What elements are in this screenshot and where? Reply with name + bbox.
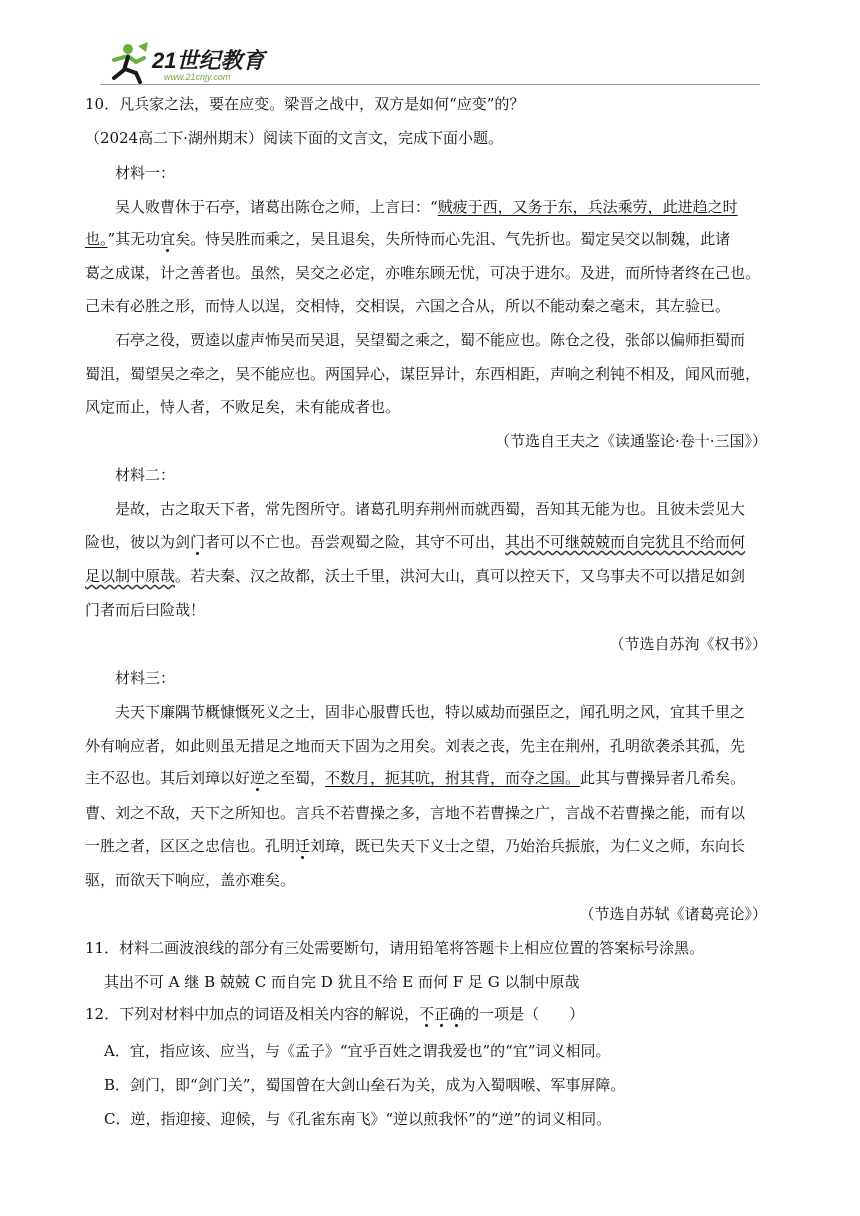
material-2-line: 门者而后曰险哉！ — [85, 601, 206, 619]
question-10: 10．凡兵家之法，要在应变。梁晋之战中，双方是如何“应变”的？ — [85, 95, 525, 113]
material-1-source: （节选自王夫之《读通鉴论·卷十·三国》） — [494, 432, 767, 450]
question-12: 12．下列对材料中加点的词语及相关内容的解说，不正确的一项是（ ） — [85, 1005, 585, 1023]
dotted-word-qian: 迁 — [295, 837, 311, 855]
material-1-line: 蜀沮，蜀望吴之牵之，吴不能应也。两国异心，谋臣异计，东西相距，声响之利钝不相及，闻风而驰， — [85, 365, 761, 383]
material-3-line: 曹、刘之不敌，天下之所知也。言兵不若曹操之多，言地不若曹操之广，言战不若曹操之能，而有以 — [85, 804, 746, 822]
site-logo — [104, 40, 280, 86]
wavy-sentence: 其出不可继兢兢而自完犹且不给而何 — [505, 533, 746, 551]
option-b: B．剑门，即“剑门关”，蜀国曾在大剑山垒石为关，成为入蜀咽喉、军事屏障。 — [104, 1076, 626, 1094]
underlined-sentence: 也。 — [85, 230, 108, 248]
material-1-line: 葛之成谋，计之善者也。虽然，吴交之必定，亦唯东顾无忧，可决于进尔。及进，而所恃者终在己也。 — [85, 264, 761, 282]
question-11-options: 其出不可 A 继 B 兢兢 C 而自完 D 犹且不给 E 而何 F 足 G 以制中原哉 — [104, 973, 580, 991]
logo-text: 21世纪教育 — [152, 48, 265, 73]
material-2-line: 险也，彼以为剑门者可以不亡也。吾尝观蜀之险，其守不可出，其出不可继兢兢而自完犹且不给而何 — [85, 533, 746, 551]
dotted-word-men: 门 — [190, 533, 206, 551]
material-3-line: 外有响应者，如此则虽无措足之地而天下固为之用矣。刘表之丧，先主在荆州，孔明欲袭杀其孤，先 — [85, 737, 746, 755]
material-2-line: 足以制中原哉。若夫秦、汉之故都，沃土千里，洪河大山，真可以控天下，又乌事夫不可以措足如剑 — [85, 567, 746, 585]
material-1-line: 吴人败曹休于石亭，诸葛出陈仓之师，上言曰：“贼疲于西，又务于东，兵法乘劳，此进趋之时 — [115, 198, 738, 216]
question-11: 11．材料二画波浪线的部分有三处需要断句，请用铅笔将答题卡上相应位置的答案标号涂黑。 — [85, 939, 705, 957]
material-3-line: 夫天下廉隅节概慷慨死义之士，固非心服曹氏也，特以威劫而强臣之，闻孔明之风，宜其千里之 — [115, 703, 746, 721]
wavy-sentence: 足以制中原哉 — [85, 567, 176, 585]
material-3-line: 主不忍也。其后刘璋以好逆之至蜀，不数月，扼其吭，拊其背，而夺之国。此其与曹操异者几希矣。 — [85, 769, 746, 787]
material-1-line: 也。”其无功宜矣。恃吴胜而乘之，吴且退矣，失所恃而心先沮、气先折也。蜀定吴交以制魏，此诸 — [85, 230, 731, 248]
header-rule — [100, 84, 760, 85]
material-3-source: （节选自苏轼《诸葛亮论》） — [579, 905, 767, 923]
reading-intro: （2024高二下·湖州期末）阅读下面的文言文，完成下面小题。 — [85, 129, 503, 147]
material-3-line: 驱，而欲天下响应，盖亦难矣。 — [85, 871, 296, 889]
logo-url: www.21cnjy.com — [164, 72, 231, 82]
option-c: C．逆，指迎接、迎候，与《孔雀东南飞》“逆以煎我怀”的“逆”的词义相同。 — [104, 1110, 612, 1128]
underlined-sentence: 贼疲于西，又务于东，兵法乘劳，此进趋之时 — [437, 198, 738, 216]
material-2-label: 材料二： — [115, 466, 176, 484]
material-2-source: （节选自苏洵《权书》） — [609, 635, 767, 653]
material-1-line: 石亭之役，贾逵以虚声怖吴而吴退，吴望蜀之乘之，蜀不能应也。陈仓之役，张郃以偏师拒蜀而 — [115, 331, 746, 349]
material-1-line: 风定而止，恃人者，不败足矣，未有能成者也。 — [85, 398, 401, 416]
runner-icon — [114, 42, 148, 82]
material-2-line: 是故，古之取天下者，常先图所守。诸葛孔明弃荆州而就西蜀，吾知其无能为也。且彼未尝见大 — [115, 500, 746, 518]
dotted-word-yi: 宜 — [160, 230, 176, 248]
material-1-line: 己未有必胜之形，而恃人以逞，交相恃，交相误，六国之合从，所以不能动秦之毫末，其左验已。 — [85, 297, 731, 315]
underlined-sentence: 不数月，扼其吭，拊其背，而夺之国。 — [325, 769, 581, 787]
material-3-label: 材料三： — [115, 669, 176, 687]
material-1-label: 材料一： — [115, 164, 176, 182]
material-3-line: 一胜之者，区区之忠信也。孔明迁刘璋，既已失天下义士之望，乃始治兵振旅，为仁义之师，东向长 — [85, 837, 746, 855]
option-a: A．宜，指应该、应当，与《孟子》“宜乎百姓之谓我爱也”的“宜”词义相同。 — [104, 1042, 611, 1060]
dotted-word-ni: 逆 — [250, 769, 266, 787]
